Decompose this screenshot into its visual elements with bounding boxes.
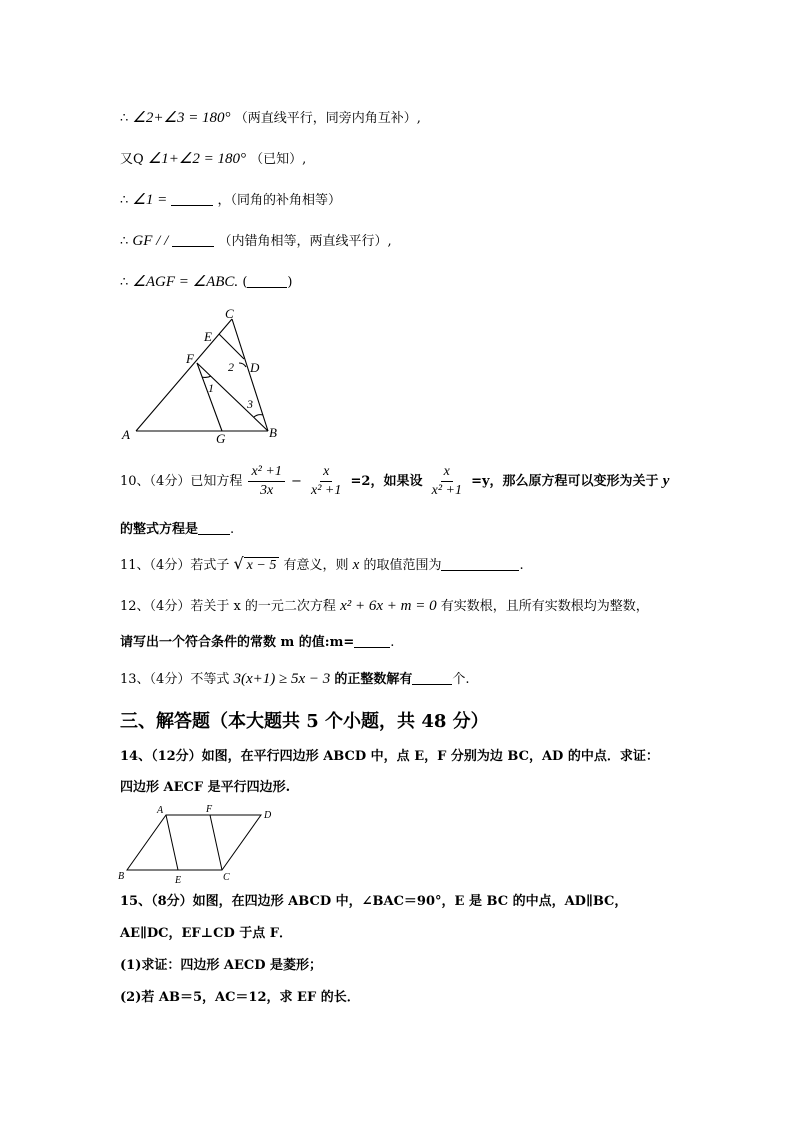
denominator: x² +1 (311, 483, 342, 498)
label-E: E (204, 329, 212, 344)
parallelogram-ABCD (127, 815, 261, 870)
question-text: 11、（4分）若式子 (120, 558, 230, 573)
question-text: 10、（4分）已知方程 (120, 474, 243, 489)
label-F: F (206, 804, 213, 815)
question-text: 13、（4分）不等式 (120, 672, 230, 687)
question-text: 的正整数解有 (334, 672, 413, 687)
therefore-symbol: ∴ (120, 234, 129, 249)
variable: y (662, 473, 670, 489)
label-D: D (250, 360, 260, 375)
proof-line-2 (120, 149, 306, 170)
question-10 (120, 462, 669, 501)
paren-open: ( (242, 275, 248, 290)
answer-blank[interactable] (172, 232, 214, 247)
segment-AE (166, 815, 178, 870)
question-text: =2，如果设 (350, 474, 423, 489)
question-15: 15、（8分）如图，在四边形 ABCD 中，∠BAC＝90°，E 是 BC 的中点，AD∥BC， (120, 894, 628, 909)
variable: x (352, 557, 360, 573)
label-C: C (223, 872, 230, 883)
label-D: D (264, 810, 272, 821)
label-F: F (186, 351, 194, 366)
answer-blank[interactable] (354, 633, 390, 648)
fraction-2 (308, 463, 344, 500)
question-text: 请写出一个符合条件的常数 m 的值:m= (120, 635, 355, 650)
angle-equation: ∠1 = (132, 192, 168, 208)
angle-1-arc (202, 376, 211, 377)
segment-FG (197, 363, 222, 431)
answer-blank[interactable] (171, 191, 213, 206)
proof-reason: （内错角相等，两直线平行）, (218, 234, 392, 249)
denominator: x² +1 (431, 483, 462, 498)
triangle-figure (118, 305, 288, 445)
numerator: x (320, 463, 332, 482)
angle-2-arc (239, 363, 246, 367)
question-12 (120, 596, 649, 617)
segment-AC (136, 319, 232, 431)
answer-blank[interactable] (198, 520, 230, 535)
label-3: 3 (247, 397, 253, 411)
angle-equation: ∠2+∠3 = 180° (132, 110, 231, 126)
period: . (230, 522, 235, 537)
period: . (390, 635, 395, 650)
segment-FC (210, 815, 222, 870)
question-12-line-2 (120, 633, 394, 653)
period: . (519, 558, 524, 573)
numerator: x² +1 (248, 463, 284, 482)
proof-line-5 (120, 272, 292, 293)
question-text: 的取值范围为 (363, 558, 442, 573)
proof-reason: （两直线平行，同旁内角互补）, (234, 111, 421, 126)
proof-line-4 (120, 231, 392, 252)
label-A: A (122, 427, 130, 442)
question-text: 12、（4分）若关于 x 的一元二次方程 (120, 599, 336, 614)
parallel-statement: GF / / (132, 233, 169, 249)
proof-line-1 (120, 108, 421, 129)
answer-blank[interactable] (412, 670, 452, 685)
numerator: x (441, 463, 453, 482)
label-B: B (269, 425, 277, 440)
question-14-line-2: 四边形 AECF 是平行四边形. (120, 780, 291, 795)
minus-sign: − (290, 474, 302, 489)
label-1: 1 (208, 381, 214, 395)
fraction-3 (429, 463, 465, 500)
segment-ED (219, 334, 244, 359)
label-G: G (216, 431, 226, 445)
proof-reason: （已知）, (250, 152, 307, 167)
question-text: 有意义，则 (283, 558, 349, 573)
question-15-part-2: (2)若 AB＝5，AC＝12，求 EF 的长． (120, 990, 360, 1005)
question-14: 14、（12分）如图，在平行四边形 ABCD 中，点 E，F 分别为边 BC，AD 的中点．求证： (120, 749, 659, 764)
question-text: 个. (452, 672, 470, 687)
question-text: 的整式方程是 (120, 522, 199, 537)
label-2: 2 (228, 360, 234, 374)
therefore-symbol: ∴ (120, 275, 129, 290)
label-C: C (225, 306, 234, 321)
parallelogram-figure (116, 802, 286, 888)
proof-line-3 (120, 190, 341, 211)
denominator: 3x (260, 483, 274, 498)
inequality: 3(x+1) ≥ 5x − 3 (233, 671, 331, 687)
label-E: E (175, 875, 182, 886)
question-text: =y，那么原方程可以变形为关于 (471, 474, 659, 489)
question-text: 有实数根，且所有实数根均为整数， (440, 599, 649, 614)
radicand: x − 5 (244, 557, 280, 574)
question-15-part-1: (1)求证：四边形 AECD 是菱形； (120, 958, 323, 973)
proof-reason: ，（同角的补角相等） (217, 193, 342, 208)
angle-equation: ∠1+∠2 = 180° (147, 151, 246, 167)
therefore-symbol: ∴ (120, 193, 129, 208)
angle-equation: ∠AGF = ∠ABC. (132, 274, 239, 290)
question-11 (120, 554, 524, 576)
quadratic-equation: x² + 6x + m = 0 (340, 598, 437, 614)
answer-blank[interactable] (247, 273, 287, 288)
question-13 (120, 669, 470, 690)
label-A: A (157, 805, 164, 816)
proof-prefix: 又Q (120, 152, 144, 167)
sqrt-icon: √ (233, 554, 244, 573)
question-10-line-2 (120, 520, 234, 540)
paren-close: ) (287, 275, 293, 290)
fraction-1 (248, 463, 284, 500)
angle-3-arc (254, 415, 263, 417)
question-15-line-2: AE∥DC，EF⊥CD 于点 F． (120, 926, 293, 941)
therefore-symbol: ∴ (120, 111, 129, 126)
label-B: B (118, 871, 125, 882)
answer-blank[interactable] (441, 556, 519, 571)
section-title: 三、解答题（本大题共 5 个小题，共 48 分） (120, 711, 489, 732)
